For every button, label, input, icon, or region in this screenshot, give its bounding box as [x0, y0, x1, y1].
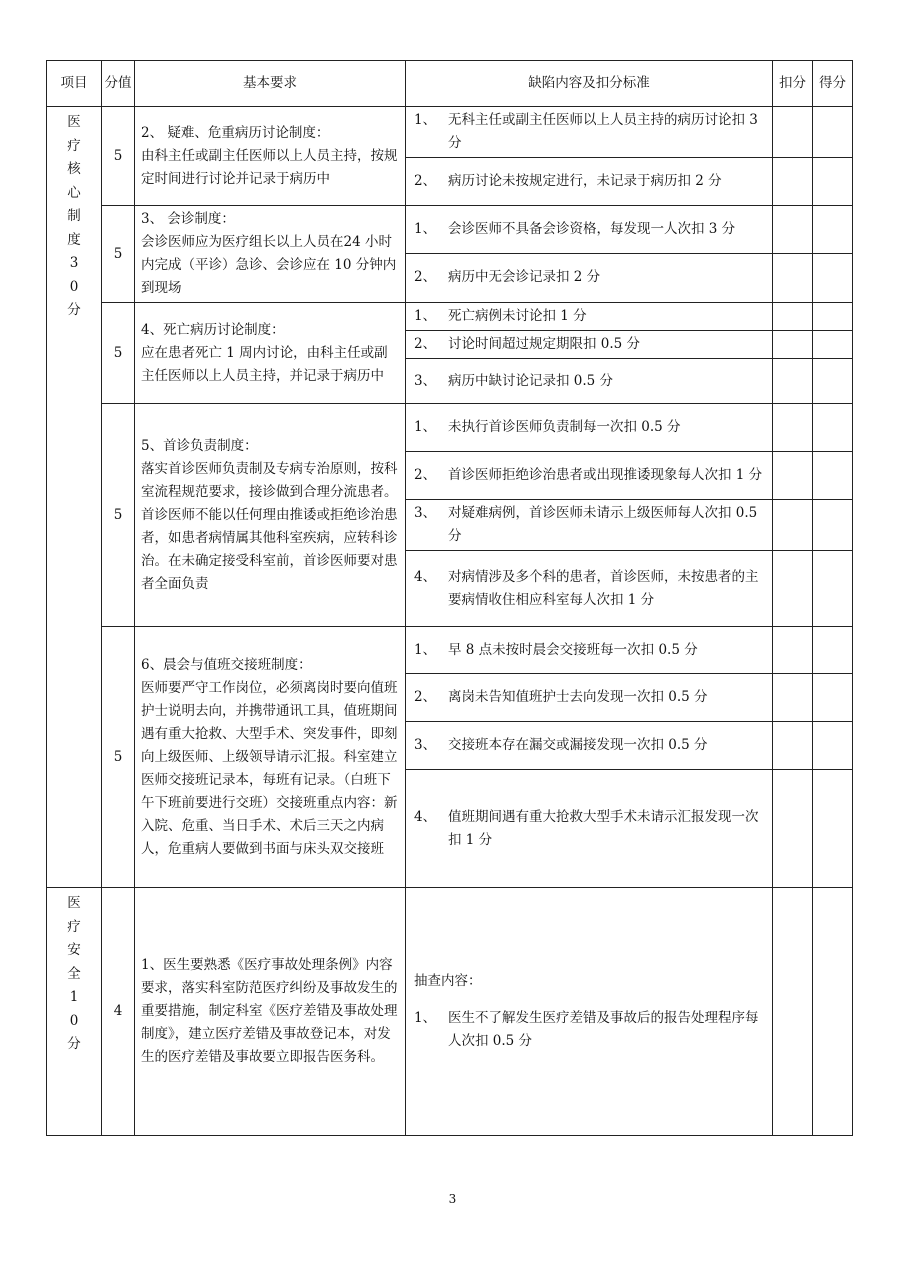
deduction-text: 离岗未告知值班护士去向发现一次扣 0.5 分	[448, 689, 708, 705]
deduction-item	[414, 734, 768, 757]
deduction-number: 3、	[414, 372, 437, 389]
right-border-rule	[852, 60, 853, 1135]
standard-cell	[406, 359, 773, 404]
header-item: 项目	[47, 61, 102, 107]
deduct-input-cell[interactable]	[773, 674, 813, 722]
deduction-text: 医生不了解发生医疗差错及事故后的报告处理程序每人次扣 0.5 分	[448, 1010, 759, 1049]
deduction-text: 会诊医师不具备会诊资格，每发现一人次扣 3 分	[448, 220, 736, 237]
requirement-cell	[135, 107, 406, 206]
get-input-cell[interactable]	[813, 888, 853, 1136]
deduction-text: 讨论时间超过规定期限扣 0.5 分	[448, 336, 641, 352]
header-standard: 缺陷内容及扣分标准	[406, 61, 773, 107]
standard-cell	[406, 107, 773, 158]
deduction-item	[414, 333, 768, 356]
deduction-number: 2、	[414, 269, 437, 286]
deduction-item	[414, 218, 768, 241]
header-requirement: 基本要求	[135, 61, 406, 107]
standard-cell	[406, 452, 773, 500]
deduct-input-cell[interactable]	[773, 107, 813, 158]
deduct-input-cell[interactable]	[773, 551, 813, 627]
get-input-cell[interactable]	[813, 452, 853, 500]
deduction-number: 4、	[414, 568, 437, 585]
get-input-cell[interactable]	[813, 674, 853, 722]
score-cell	[102, 107, 135, 206]
get-input-cell[interactable]	[813, 404, 853, 452]
header-get: 得分	[813, 61, 853, 107]
requirement-cell	[135, 206, 406, 303]
requirement-text: 应在患者死亡 1 周内讨论，由科主任或副主任医师以上人员主持，并记录于病历中	[141, 344, 388, 384]
requirement-text: 落实首诊医师负责制及专病专治原则，按科室流程规范要求，接诊做到合理分流患者。首诊医师不能以任何理由推诿或拒绝诊治患者，如患者病情属其他科室疾病，应转科诊治。在未确定接受科室前，首诊医师要对患者全面负责	[141, 460, 398, 592]
requirement-cell	[135, 888, 406, 1136]
standard-cell	[406, 331, 773, 359]
deduction-number: 2、	[414, 689, 437, 705]
score-value: 5	[113, 344, 123, 361]
get-input-cell[interactable]	[813, 303, 853, 331]
deduction-text: 交接班本存在漏交或漏接发现一次扣 0.5 分	[448, 737, 708, 753]
table-row	[47, 404, 853, 452]
standard-cell	[406, 551, 773, 627]
table-row	[47, 206, 853, 254]
get-input-cell[interactable]	[813, 206, 853, 254]
deduction-number: 2、	[414, 336, 437, 352]
table-row	[47, 107, 853, 158]
score-cell	[102, 303, 135, 404]
score-cell	[102, 206, 135, 303]
deduction-text: 无科主任或副主任医师以上人员主持的病历讨论扣 3 分	[448, 112, 758, 151]
requirement-cell	[135, 303, 406, 404]
standard-cell	[406, 770, 773, 888]
standard-cell	[406, 206, 773, 254]
get-input-cell[interactable]	[813, 359, 853, 404]
requirement-text: 医师要严守工作岗位，必须离岗时要向值班护士说明去向，并携带通讯工具，值班期间遇有重大抢救、大型手术、突发事件，即刻向上级医师、上级领导请示汇报。科室建立医师交接班记录本，每班有记录。（白班下午下班前要进行交班）交接班重点内容：新入院、危重、当日手术、术后三天之内病人，危重病人要做到书面与床头双交接班	[141, 679, 398, 857]
deduct-input-cell[interactable]	[773, 404, 813, 452]
deduct-input-cell[interactable]	[773, 722, 813, 770]
requirement-title: 6、晨会与值班交接班制度：	[141, 656, 312, 673]
deduct-input-cell[interactable]	[773, 206, 813, 254]
deduct-input-cell[interactable]	[773, 627, 813, 674]
get-input-cell[interactable]	[813, 722, 853, 770]
category-label	[53, 107, 95, 323]
deduction-number: 3、	[414, 505, 437, 521]
standard-cell	[406, 722, 773, 770]
get-input-cell[interactable]	[813, 627, 853, 674]
category-text: 医疗核心制度30分	[67, 114, 81, 318]
category-label	[53, 888, 95, 1057]
evaluation-table-wrapper	[46, 60, 852, 1136]
deduction-text: 死亡病例未讨论扣 1 分	[448, 308, 587, 324]
score-cell	[102, 888, 135, 1136]
deduct-input-cell[interactable]	[773, 500, 813, 551]
table-body	[47, 107, 853, 1136]
deduction-number: 1、	[414, 220, 437, 237]
deduction-item	[414, 305, 768, 328]
standard-cell	[406, 674, 773, 722]
requirement-text: 由科主任或副主任医师以上人员主持，按规定时间进行讨论并记录于病历中	[141, 147, 398, 187]
table-row	[47, 888, 853, 1136]
standard-cell	[406, 627, 773, 674]
standard-cell	[406, 888, 773, 1136]
category-text: 医疗安全10分	[67, 895, 81, 1052]
deduction-number: 1、	[414, 1010, 437, 1026]
score-value: 5	[113, 506, 123, 523]
header-row	[47, 61, 853, 107]
deduction-item	[414, 502, 768, 548]
deduction-item	[414, 370, 768, 393]
requirement-title: 4、死亡病历讨论制度：	[141, 321, 285, 338]
deduction-number: 3、	[414, 737, 437, 753]
get-input-cell[interactable]	[813, 107, 853, 158]
deduction-item	[414, 170, 768, 193]
deduction-item	[414, 266, 768, 289]
score-value: 5	[113, 748, 123, 765]
deduction-item	[414, 1007, 768, 1053]
score-value: 5	[113, 147, 123, 164]
get-input-cell[interactable]	[813, 770, 853, 888]
table-row	[47, 303, 853, 331]
deduction-text: 病历中无会诊记录扣 2 分	[448, 269, 601, 286]
page-number: 3	[448, 1192, 457, 1206]
deduction-text: 对疑难病例，首诊医师未请示上级医师每人次扣 0.5 分	[448, 505, 758, 544]
table-row	[47, 627, 853, 674]
get-input-cell[interactable]	[813, 331, 853, 359]
deduction-text: 对病情涉及多个科的患者，首诊医师，未按患者的主要病情收住相应科室每人次扣 1 分	[448, 568, 759, 608]
deduct-input-cell[interactable]	[773, 331, 813, 359]
deduction-item	[414, 416, 768, 439]
deduct-input-cell[interactable]	[773, 253, 813, 302]
deduction-text: 病历讨论未按规定进行，未记录于病历扣 2 分	[448, 173, 722, 189]
requirement-text: 会诊医师应为医疗组长以上人员在24 小时内完成（平诊）急诊、会诊应在 10 分钟内到现场	[141, 234, 397, 296]
deduct-input-cell[interactable]	[773, 359, 813, 404]
requirement-title: 3、 会诊制度：	[141, 211, 235, 227]
score-cell	[102, 404, 135, 627]
standard-cell	[406, 158, 773, 206]
get-input-cell[interactable]	[813, 500, 853, 551]
score-value: 5	[113, 245, 123, 262]
deduction-number: 4、	[414, 808, 437, 825]
get-input-cell[interactable]	[813, 253, 853, 302]
deduction-item	[414, 806, 768, 852]
deduction-number: 2、	[414, 467, 437, 483]
evaluation-table	[46, 60, 853, 1136]
deduct-input-cell[interactable]	[773, 888, 813, 1136]
deduction-text: 早 8 点未按时晨会交接班每一次扣 0.5 分	[448, 641, 698, 658]
get-input-cell[interactable]	[813, 158, 853, 206]
category-cell	[47, 888, 102, 1136]
deduct-input-cell[interactable]	[773, 770, 813, 888]
deduct-input-cell[interactable]	[773, 452, 813, 500]
deduction-item	[414, 686, 768, 709]
score-cell	[102, 627, 135, 888]
deduction-item	[414, 639, 768, 662]
deduction-number: 2、	[414, 173, 437, 189]
standard-cell	[406, 303, 773, 331]
deduction-item	[414, 109, 768, 155]
deduction-text: 未执行首诊医师负责制每一次扣 0.5 分	[448, 419, 681, 435]
requirement-cell	[135, 627, 406, 888]
requirement-cell	[135, 404, 406, 627]
deduction-item	[414, 566, 768, 612]
requirement-text: 1、医生要熟悉《医疗事故处理条例》内容要求，落实科室防范医疗纠纷及事故发生的重要措施，制定科室《医疗差错及事故处理制度》，建立医疗差错及事故登记本，对发生的医疗差错及事故要立即报告医务科。	[141, 957, 398, 1065]
deduction-item	[414, 464, 768, 487]
score-value: 4	[113, 1003, 123, 1019]
standard-cell	[406, 253, 773, 302]
deduction-number: 1、	[414, 308, 437, 324]
check-label: 抽查内容：	[414, 973, 482, 989]
standard-cell	[406, 404, 773, 452]
header-score: 分值	[102, 61, 135, 107]
deduction-text: 病历中缺讨论记录扣 0.5 分	[448, 372, 614, 389]
deduction-number: 1、	[414, 641, 437, 658]
requirement-title: 2、 疑难、危重病历讨论制度：	[141, 124, 330, 141]
requirement-title: 5、首诊负责制度：	[141, 437, 258, 454]
deduction-text: 值班期间遇有重大抢救大型手术未请示汇报发现一次扣 1 分	[448, 808, 759, 848]
standard-cell	[406, 500, 773, 551]
deduct-input-cell[interactable]	[773, 158, 813, 206]
category-cell	[47, 107, 102, 888]
get-input-cell[interactable]	[813, 551, 853, 627]
deduction-text: 首诊医师拒绝诊治患者或出现推诿现象每人次扣 1 分	[448, 467, 763, 483]
deduct-input-cell[interactable]	[773, 303, 813, 331]
deduction-number: 1、	[414, 112, 437, 128]
header-deduct: 扣分	[773, 61, 813, 107]
deduction-number: 1、	[414, 419, 437, 435]
